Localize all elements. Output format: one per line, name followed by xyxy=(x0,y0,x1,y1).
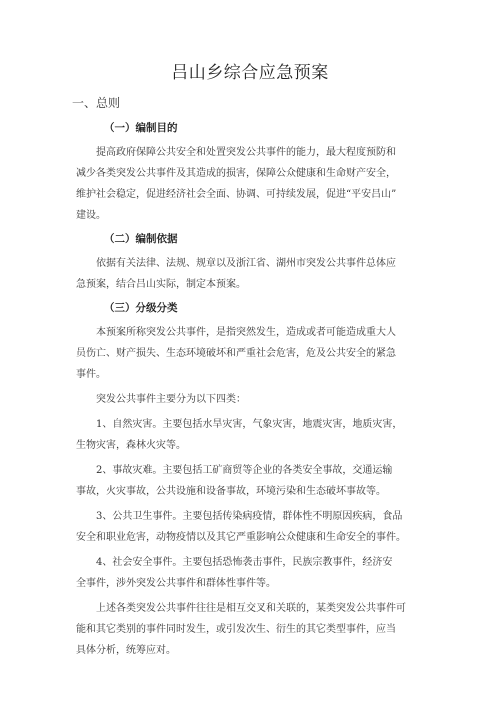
section-heading-general: 一、总则 xyxy=(72,96,121,110)
paragraph-line: 具体分析，统筹应对。 xyxy=(76,645,176,656)
paragraph-purpose xyxy=(76,142,436,226)
subsection-heading-basis: （二）编制依据 xyxy=(104,233,178,245)
paragraph-line: 上述各类突发公共事件往往是相互交叉和关联的，某类突发公共事件可 xyxy=(96,603,406,614)
document-title: 吕山乡综合应急预案 xyxy=(171,63,329,83)
paragraph-line: 建设。 xyxy=(76,210,106,221)
paragraph-definition xyxy=(76,322,436,385)
paragraph-line: 2、事故灾难。主要包括工矿商贸等企业的各类安全事故，交通运输 xyxy=(96,465,393,476)
paragraph-line: 全事件，涉外突发公共事件和群体性事件等。 xyxy=(76,578,276,589)
paragraph-line: 3、公共卫生事件。主要包括传染病疫情，群体性不明原因疾病，食品 xyxy=(96,511,403,522)
paragraph-line: 事故，火灾事故，公共设施和设备事故，环境污染和生态破坏事故等。 xyxy=(76,486,386,497)
document-body xyxy=(72,94,436,665)
paragraph-line: 安全和职业危害，动物疫情以及其它严重影响公众健康和生命安全的事件。 xyxy=(76,532,406,543)
paragraph-line: 提高政府保障公共安全和处置突发公共事件的能力，最大程度预防和 xyxy=(96,147,396,158)
paragraph-line: 本预案所称突发公共事件，是指突然发生，造成或者可能造成重大人 xyxy=(96,327,396,338)
paragraph-line: 依据有关法律、法规、规章以及浙江省、湖州市突发公共事件总体应 xyxy=(96,258,396,269)
paragraph-categories-intro xyxy=(76,389,436,410)
paragraph-basis xyxy=(76,253,436,295)
paragraph-line: 减少各类突发公共事件及其造成的损害，保障公众健康和生命财产安全， xyxy=(76,168,396,179)
paragraph-line: 能和其它类别的事件同时发生，或引发次生、衍生的其它类型事件，应当 xyxy=(76,624,396,635)
paragraph-line: 突发公共事件主要分为以下四类： xyxy=(96,394,246,405)
subsection-heading-classification: （三）分级分类 xyxy=(104,302,178,314)
paragraph-line: 事件。 xyxy=(76,369,106,380)
paragraph-line: 急预案，结合吕山实际，制定本预案。 xyxy=(76,279,246,290)
paragraph-public-health xyxy=(76,506,436,548)
paragraph-line: 生物灾害，森林火灾等。 xyxy=(76,440,186,451)
paragraph-line: 员伤亡、财产损失、生态环境破坏和严重社会危害，危及公共安全的紧急 xyxy=(76,348,396,359)
paragraph-natural-disasters xyxy=(76,414,436,456)
paragraph-line: 维护社会稳定，促进经济社会全面、协调、可持续发展，促进“平安吕山” xyxy=(76,189,397,200)
subsection-heading-purpose: （一）编制目的 xyxy=(104,122,178,134)
paragraph-interrelation xyxy=(76,598,436,661)
paragraph-line: 4、社会安全事件。主要包括恐怖袭击事件，民族宗教事件，经济安 xyxy=(96,557,393,568)
paragraph-line: 1、自然灾害。主要包括水旱灾害，气象灾害，地震灾害，地质灾害， xyxy=(96,419,403,430)
paragraph-social-security xyxy=(76,552,436,594)
paragraph-accidents xyxy=(76,460,436,502)
